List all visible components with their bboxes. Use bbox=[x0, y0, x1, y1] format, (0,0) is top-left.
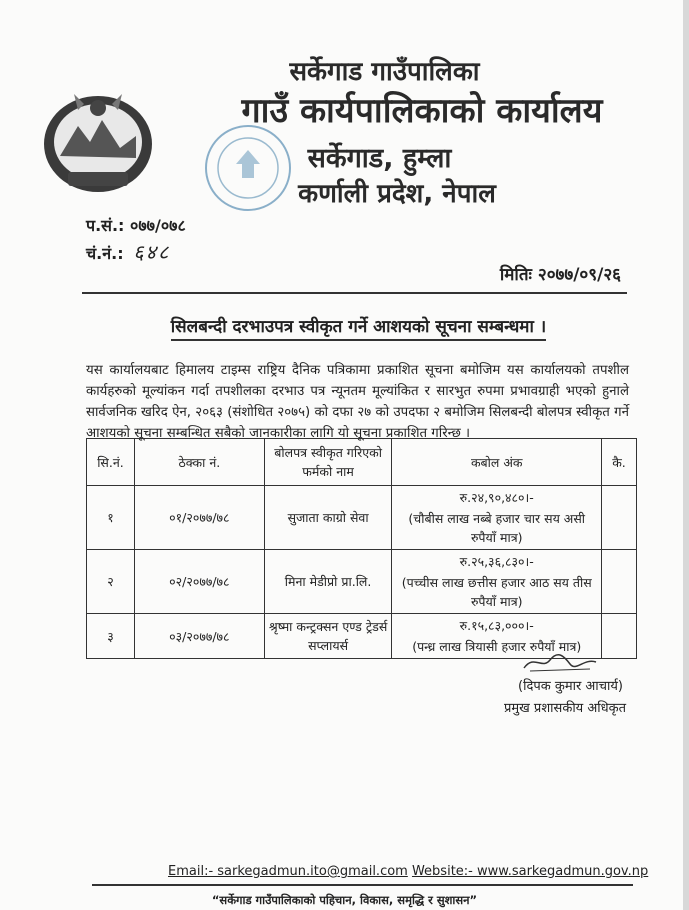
table-row bbox=[87, 550, 637, 614]
cell-contract: ०२/२०७७/७८ bbox=[134, 550, 264, 614]
header-sn: सि.नं. bbox=[87, 439, 135, 486]
footer-website[interactable]: Website:- www.sarkegadmun.gov.np bbox=[411, 864, 649, 879]
cell-sn: ३ bbox=[87, 614, 135, 659]
subject-text: सिलबन्दी दरभाउपत्र स्वीकृत गर्ने आशयको सूचना सम्बन्धमा । bbox=[171, 317, 546, 341]
cell-firm: मिना मेडीप्रो प्रा.लि. bbox=[264, 550, 392, 614]
municipality-name: सर्केगाड गाउँपालिका bbox=[289, 57, 480, 87]
header-divider bbox=[82, 292, 627, 294]
office-name: गाउँ कार्यपालिकाको कार्यालय bbox=[241, 91, 603, 131]
cell-contract: ०३/२०७७/७८ bbox=[134, 614, 264, 659]
letter-date: मितिः २०७७/०९/२६ bbox=[499, 265, 621, 285]
cell-amount bbox=[392, 486, 602, 550]
amount-figure: रु.२५,३६,८३०।- bbox=[459, 554, 534, 569]
cell-remarks bbox=[602, 614, 637, 659]
cell-firm: श्रृष्मा कन्ट्रक्सन एण्ड ट्रेडर्स सप्लायर्स bbox=[264, 614, 392, 659]
patra-label: प.सं.: bbox=[86, 216, 125, 235]
footer-email[interactable]: Email:- sarkegadmun.ito@gmail.com bbox=[168, 864, 408, 879]
amount-words: (पच्चीस लाख छत्तीस हजार आठ सय तीस रुपैयाँ मात्र) bbox=[401, 575, 592, 609]
table-header-row bbox=[87, 439, 637, 486]
award-table bbox=[86, 438, 637, 659]
header-amount: कबोल अंक bbox=[392, 439, 602, 486]
footer-contact bbox=[168, 864, 648, 879]
footer-slogan: “सर्केगाड गाउँपालिकाको पहिचान, विकास, समृद्धि र सुशासन” bbox=[211, 893, 478, 907]
header-contract: ठेक्का नं. bbox=[134, 439, 264, 486]
table-row bbox=[87, 486, 637, 550]
amount-figure: रु.२४,९०,४८०।- bbox=[459, 490, 534, 505]
header-firm: बोलपत्र स्वीकृत गरिएको फर्मको नाम bbox=[264, 439, 392, 486]
signature-icon bbox=[520, 650, 600, 674]
amount-words: (पन्ध्र लाख त्रियासी हजार रुपैयाँ मात्र) bbox=[412, 639, 582, 654]
page-edge-shadow bbox=[683, 0, 689, 910]
office-location: सर्केगाड, हुम्ला bbox=[307, 143, 452, 174]
subject-line bbox=[88, 314, 629, 337]
cell-contract: ०१/२०७७/७८ bbox=[134, 486, 264, 550]
chalani-number bbox=[86, 238, 170, 265]
cell-remarks bbox=[602, 550, 637, 614]
chalani-label: चं.नं.: bbox=[86, 244, 124, 263]
patra-value: ०७७/०७८ bbox=[130, 216, 186, 235]
chalani-value: ६४८ bbox=[133, 240, 171, 264]
cell-sn: २ bbox=[87, 550, 135, 614]
notice-body: यस कार्यालयबाट हिमालय टाइम्स राष्ट्रिय दैनिक पत्रिकामा प्रकाशित सूचना बमोजिम यस कार्यालयको तपशील कार्यहरुको मूल्यांकन गर्दा तपशीलका दरभाउ पत्र न्यूनतम मूल्यांकित र सारभुत रुपमा प्रभावग्राही भएको हुनाले सार्वजनिक खरिद ऐन, २०६३ (संशोधित २०७५) को दफा २७ को उपदफा २ बमोजिम सिलबन्दी बोलपत्र स्वीकृत गर्ने आशयको सूचना सम्बन्धित सबैको जानकारीका लागि यो सूचना प्रकाशित गरिन्छ । bbox=[86, 363, 629, 441]
cell-sn: १ bbox=[87, 486, 135, 550]
footer-divider bbox=[92, 884, 633, 886]
cell-amount bbox=[392, 550, 602, 614]
cell-firm: सुजाता काग्रो सेवा bbox=[264, 486, 392, 550]
patra-sankhya bbox=[86, 214, 186, 236]
header-remarks: कै. bbox=[602, 439, 637, 486]
cell-remarks bbox=[602, 486, 637, 550]
amount-figure: रु.१५,८३,०००।- bbox=[459, 618, 534, 633]
signatory-name: (दिपक कुमार आचार्य) bbox=[518, 679, 623, 694]
amount-words: (चौबीस लाख नब्बे हजार चार सय असी रुपैयाँ मात्र) bbox=[408, 511, 586, 545]
signatory-title: प्रमुख प्रशासकीय अधिकृत bbox=[504, 701, 627, 716]
province-name: कर्णाली प्रदेश, नेपाल bbox=[298, 179, 496, 209]
nepal-emblem-icon bbox=[38, 86, 158, 198]
